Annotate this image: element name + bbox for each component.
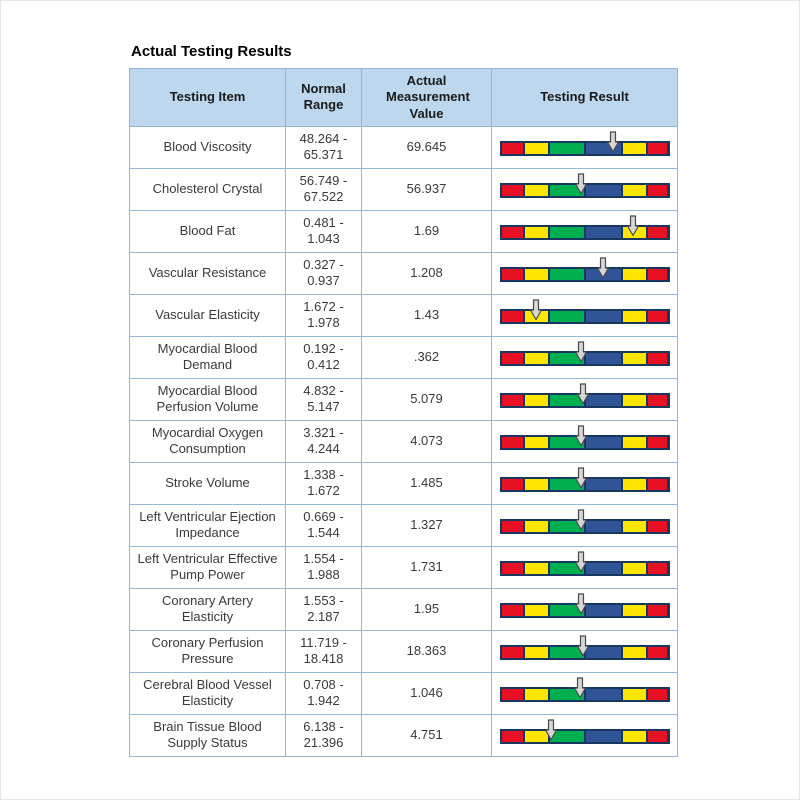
gauge-segment-normal-blue bbox=[584, 437, 621, 448]
measurement-value-cell: 69.645 bbox=[362, 126, 492, 168]
gauge-segment-low-critical-red bbox=[502, 437, 524, 448]
gauge-segment-normal-green bbox=[548, 521, 585, 532]
gauge-segment-low-warning-yellow bbox=[523, 395, 548, 406]
gauge-segment-normal-blue bbox=[584, 605, 621, 616]
report-content bbox=[129, 43, 677, 757]
gauge-segment-low-warning-yellow bbox=[523, 227, 548, 238]
gauge-segment-low-warning-yellow bbox=[523, 185, 548, 196]
gauge-segment-high-critical-red bbox=[646, 437, 668, 448]
table-row bbox=[130, 546, 678, 588]
gauge-segment-normal-blue bbox=[584, 269, 621, 280]
normal-range-cell: 4.832 - 5.147 bbox=[286, 378, 362, 420]
gauge-segment-high-warning-yellow bbox=[621, 437, 646, 448]
gauge-segment-high-warning-yellow bbox=[621, 395, 646, 406]
header-row bbox=[130, 69, 678, 127]
gauge-segment-high-critical-red bbox=[646, 227, 668, 238]
gauge-segment-high-critical-red bbox=[646, 521, 668, 532]
normal-range-cell: 6.138 - 21.396 bbox=[286, 714, 362, 756]
testing-result-cell bbox=[492, 462, 678, 504]
gauge-segment-low-warning-yellow bbox=[523, 689, 548, 700]
testing-item-cell: Vascular Resistance bbox=[130, 252, 286, 294]
gauge-segment-low-critical-red bbox=[502, 605, 524, 616]
testing-result-cell bbox=[492, 336, 678, 378]
table-row bbox=[130, 210, 678, 252]
gauge-segment-high-warning-yellow bbox=[621, 479, 646, 490]
normal-range-cell: 0.192 - 0.412 bbox=[286, 336, 362, 378]
testing-result-cell bbox=[492, 546, 678, 588]
gauge-segment-high-critical-red bbox=[646, 353, 668, 364]
normal-range-cell: 1.553 - 2.187 bbox=[286, 588, 362, 630]
testing-result-cell bbox=[492, 588, 678, 630]
measurement-value-cell: 1.731 bbox=[362, 546, 492, 588]
gauge-segment-low-warning-yellow bbox=[523, 311, 548, 322]
gauge-segment-normal-green bbox=[548, 647, 585, 658]
table-row bbox=[130, 126, 678, 168]
measurement-value-cell: 1.95 bbox=[362, 588, 492, 630]
gauge-segment-normal-green bbox=[548, 479, 585, 490]
result-gauge bbox=[500, 687, 670, 702]
gauge-segment-low-warning-yellow bbox=[523, 479, 548, 490]
measurement-value-cell: 1.327 bbox=[362, 504, 492, 546]
measurement-value-cell: 1.046 bbox=[362, 672, 492, 714]
result-gauge bbox=[500, 603, 670, 618]
result-gauge bbox=[500, 435, 670, 450]
gauge-segment-normal-blue bbox=[584, 563, 621, 574]
gauge-segment-high-warning-yellow bbox=[621, 185, 646, 196]
gauge-segment-normal-green bbox=[548, 143, 585, 154]
result-gauge bbox=[500, 729, 670, 744]
testing-item-cell: Cholesterol Crystal bbox=[130, 168, 286, 210]
result-gauge bbox=[500, 225, 670, 240]
gauge-segments bbox=[502, 521, 668, 532]
gauge-segment-high-warning-yellow bbox=[621, 689, 646, 700]
table-row bbox=[130, 504, 678, 546]
testing-item-cell: Brain Tissue Blood Supply Status bbox=[130, 714, 286, 756]
result-gauge bbox=[500, 645, 670, 660]
normal-range-cell: 0.669 - 1.544 bbox=[286, 504, 362, 546]
gauge-segment-normal-green bbox=[548, 185, 585, 196]
gauge-segment-high-warning-yellow bbox=[621, 521, 646, 532]
gauge-segments bbox=[502, 143, 668, 154]
gauge-segment-low-critical-red bbox=[502, 521, 524, 532]
testing-result-cell bbox=[492, 168, 678, 210]
result-gauge bbox=[500, 519, 670, 534]
table-header bbox=[130, 69, 678, 127]
gauge-segment-high-warning-yellow bbox=[621, 227, 646, 238]
measurement-value-cell: 56.937 bbox=[362, 168, 492, 210]
result-gauge bbox=[500, 561, 670, 576]
table-row bbox=[130, 672, 678, 714]
table-row bbox=[130, 462, 678, 504]
normal-range-cell: 0.708 - 1.942 bbox=[286, 672, 362, 714]
gauge-segment-low-warning-yellow bbox=[523, 647, 548, 658]
gauge-segments bbox=[502, 605, 668, 616]
gauge-segments bbox=[502, 563, 668, 574]
normal-range-cell: 3.321 - 4.244 bbox=[286, 420, 362, 462]
gauge-segment-low-critical-red bbox=[502, 227, 524, 238]
normal-range-cell: 0.481 - 1.043 bbox=[286, 210, 362, 252]
gauge-segment-normal-blue bbox=[584, 479, 621, 490]
gauge-segment-normal-blue bbox=[584, 353, 621, 364]
gauge-segment-low-critical-red bbox=[502, 731, 524, 742]
gauge-segment-high-critical-red bbox=[646, 269, 668, 280]
testing-result-cell bbox=[492, 252, 678, 294]
gauge-segment-normal-green bbox=[548, 437, 585, 448]
table-row bbox=[130, 294, 678, 336]
gauge-segment-normal-blue bbox=[584, 731, 621, 742]
gauge-segments bbox=[502, 185, 668, 196]
testing-item-cell: Myocardial Blood Demand bbox=[130, 336, 286, 378]
measurement-value-cell: 1.43 bbox=[362, 294, 492, 336]
gauge-segment-high-warning-yellow bbox=[621, 143, 646, 154]
testing-result-cell bbox=[492, 630, 678, 672]
gauge-segment-high-critical-red bbox=[646, 311, 668, 322]
gauge-segment-normal-blue bbox=[584, 227, 621, 238]
measurement-value-cell: .362 bbox=[362, 336, 492, 378]
testing-item-cell: Coronary Perfusion Pressure bbox=[130, 630, 286, 672]
gauge-segment-normal-green bbox=[548, 269, 585, 280]
gauge-segment-low-warning-yellow bbox=[523, 269, 548, 280]
gauge-segment-low-warning-yellow bbox=[523, 437, 548, 448]
testing-item-cell: Left Ventricular Ejection Impedance bbox=[130, 504, 286, 546]
gauge-segment-low-critical-red bbox=[502, 185, 524, 196]
testing-result-cell bbox=[492, 672, 678, 714]
testing-item-cell: Blood Viscosity bbox=[130, 126, 286, 168]
measurement-value-cell: 18.363 bbox=[362, 630, 492, 672]
table-row bbox=[130, 420, 678, 462]
gauge-segment-low-warning-yellow bbox=[523, 731, 548, 742]
gauge-segment-normal-blue bbox=[584, 143, 621, 154]
testing-item-cell: Coronary Artery Elasticity bbox=[130, 588, 286, 630]
gauge-segment-low-warning-yellow bbox=[523, 563, 548, 574]
table-row bbox=[130, 714, 678, 756]
gauge-segment-normal-green bbox=[548, 689, 585, 700]
testing-result-cell bbox=[492, 504, 678, 546]
gauge-segment-normal-green bbox=[548, 563, 585, 574]
table-row bbox=[130, 168, 678, 210]
result-gauge bbox=[500, 183, 670, 198]
testing-result-cell bbox=[492, 420, 678, 462]
gauge-segment-high-critical-red bbox=[646, 395, 668, 406]
gauge-segment-high-critical-red bbox=[646, 143, 668, 154]
testing-result-cell bbox=[492, 294, 678, 336]
testing-result-cell bbox=[492, 378, 678, 420]
table-row bbox=[130, 252, 678, 294]
gauge-segments bbox=[502, 269, 668, 280]
gauge-segment-low-critical-red bbox=[502, 563, 524, 574]
table-row bbox=[130, 588, 678, 630]
normal-range-cell: 48.264 - 65.371 bbox=[286, 126, 362, 168]
normal-range-cell: 0.327 - 0.937 bbox=[286, 252, 362, 294]
gauge-segment-high-warning-yellow bbox=[621, 269, 646, 280]
result-gauge bbox=[500, 309, 670, 324]
gauge-segment-normal-green bbox=[548, 605, 585, 616]
result-gauge bbox=[500, 267, 670, 282]
gauge-segment-normal-green bbox=[548, 227, 585, 238]
gauge-segment-normal-blue bbox=[584, 521, 621, 532]
measurement-value-cell: 4.751 bbox=[362, 714, 492, 756]
gauge-segment-low-critical-red bbox=[502, 353, 524, 364]
gauge-segment-high-critical-red bbox=[646, 605, 668, 616]
gauge-segment-high-critical-red bbox=[646, 647, 668, 658]
gauge-segments bbox=[502, 311, 668, 322]
gauge-segment-normal-blue bbox=[584, 689, 621, 700]
gauge-segment-normal-blue bbox=[584, 185, 621, 196]
gauge-segments bbox=[502, 731, 668, 742]
testing-result-cell bbox=[492, 126, 678, 168]
measurement-value-cell: 5.079 bbox=[362, 378, 492, 420]
result-gauge bbox=[500, 351, 670, 366]
measurement-value-cell: 1.208 bbox=[362, 252, 492, 294]
gauge-segment-high-warning-yellow bbox=[621, 563, 646, 574]
normal-range-cell: 11.719 - 18.418 bbox=[286, 630, 362, 672]
results-table bbox=[129, 68, 678, 757]
gauge-segment-low-critical-red bbox=[502, 647, 524, 658]
table-body bbox=[130, 126, 678, 756]
gauge-segment-low-warning-yellow bbox=[523, 353, 548, 364]
gauge-segment-high-critical-red bbox=[646, 689, 668, 700]
testing-result-cell bbox=[492, 210, 678, 252]
gauge-segment-low-critical-red bbox=[502, 143, 524, 154]
gauge-segment-low-warning-yellow bbox=[523, 605, 548, 616]
measurement-value-cell: 4.073 bbox=[362, 420, 492, 462]
gauge-segment-high-critical-red bbox=[646, 479, 668, 490]
gauge-segment-low-critical-red bbox=[502, 689, 524, 700]
testing-item-cell: Blood Fat bbox=[130, 210, 286, 252]
testing-result-cell bbox=[492, 714, 678, 756]
testing-item-cell: Myocardial Blood Perfusion Volume bbox=[130, 378, 286, 420]
measurement-value-cell: 1.485 bbox=[362, 462, 492, 504]
gauge-segment-normal-blue bbox=[584, 311, 621, 322]
testing-item-cell: Cerebral Blood Vessel Elasticity bbox=[130, 672, 286, 714]
measurement-value-cell: 1.69 bbox=[362, 210, 492, 252]
gauge-segment-normal-blue bbox=[584, 647, 621, 658]
gauge-segment-low-warning-yellow bbox=[523, 521, 548, 532]
gauge-segment-low-critical-red bbox=[502, 479, 524, 490]
col-header-testing-item: Testing Item bbox=[130, 69, 286, 127]
gauge-segment-normal-green bbox=[548, 395, 585, 406]
result-gauge bbox=[500, 393, 670, 408]
gauge-segment-normal-green bbox=[548, 311, 585, 322]
col-header-measurement-value: Actual Measurement Value bbox=[362, 69, 492, 127]
testing-item-cell: Myocardial Oxygen Consumption bbox=[130, 420, 286, 462]
normal-range-cell: 56.749 - 67.522 bbox=[286, 168, 362, 210]
gauge-segment-high-warning-yellow bbox=[621, 605, 646, 616]
gauge-segment-normal-green bbox=[548, 353, 585, 364]
gauge-segment-high-warning-yellow bbox=[621, 311, 646, 322]
gauge-segments bbox=[502, 395, 668, 406]
normal-range-cell: 1.338 - 1.672 bbox=[286, 462, 362, 504]
col-header-normal-range: Normal Range bbox=[286, 69, 362, 127]
normal-range-cell: 1.672 - 1.978 bbox=[286, 294, 362, 336]
gauge-segments bbox=[502, 437, 668, 448]
gauge-segments bbox=[502, 479, 668, 490]
gauge-segment-high-warning-yellow bbox=[621, 731, 646, 742]
gauge-segments bbox=[502, 647, 668, 658]
normal-range-cell: 1.554 - 1.988 bbox=[286, 546, 362, 588]
gauge-segment-high-critical-red bbox=[646, 563, 668, 574]
testing-item-cell: Vascular Elasticity bbox=[130, 294, 286, 336]
gauge-segments bbox=[502, 353, 668, 364]
gauge-segment-high-critical-red bbox=[646, 731, 668, 742]
result-gauge bbox=[500, 477, 670, 492]
gauge-segment-normal-green bbox=[548, 731, 585, 742]
testing-item-cell: Stroke Volume bbox=[130, 462, 286, 504]
gauge-segment-high-warning-yellow bbox=[621, 647, 646, 658]
gauge-segment-low-warning-yellow bbox=[523, 143, 548, 154]
table-row bbox=[130, 630, 678, 672]
testing-item-cell: Left Ventricular Effective Pump Power bbox=[130, 546, 286, 588]
page-title: Actual Testing Results bbox=[131, 43, 292, 60]
gauge-segment-low-critical-red bbox=[502, 269, 524, 280]
result-gauge bbox=[500, 141, 670, 156]
gauge-segments bbox=[502, 689, 668, 700]
gauge-segment-low-critical-red bbox=[502, 311, 524, 322]
gauge-segment-normal-blue bbox=[584, 395, 621, 406]
gauge-segments bbox=[502, 227, 668, 238]
gauge-segment-high-warning-yellow bbox=[621, 353, 646, 364]
table-row bbox=[130, 378, 678, 420]
gauge-segment-low-critical-red bbox=[502, 395, 524, 406]
col-header-testing-result: Testing Result bbox=[492, 69, 678, 127]
table-row bbox=[130, 336, 678, 378]
gauge-segment-high-critical-red bbox=[646, 185, 668, 196]
